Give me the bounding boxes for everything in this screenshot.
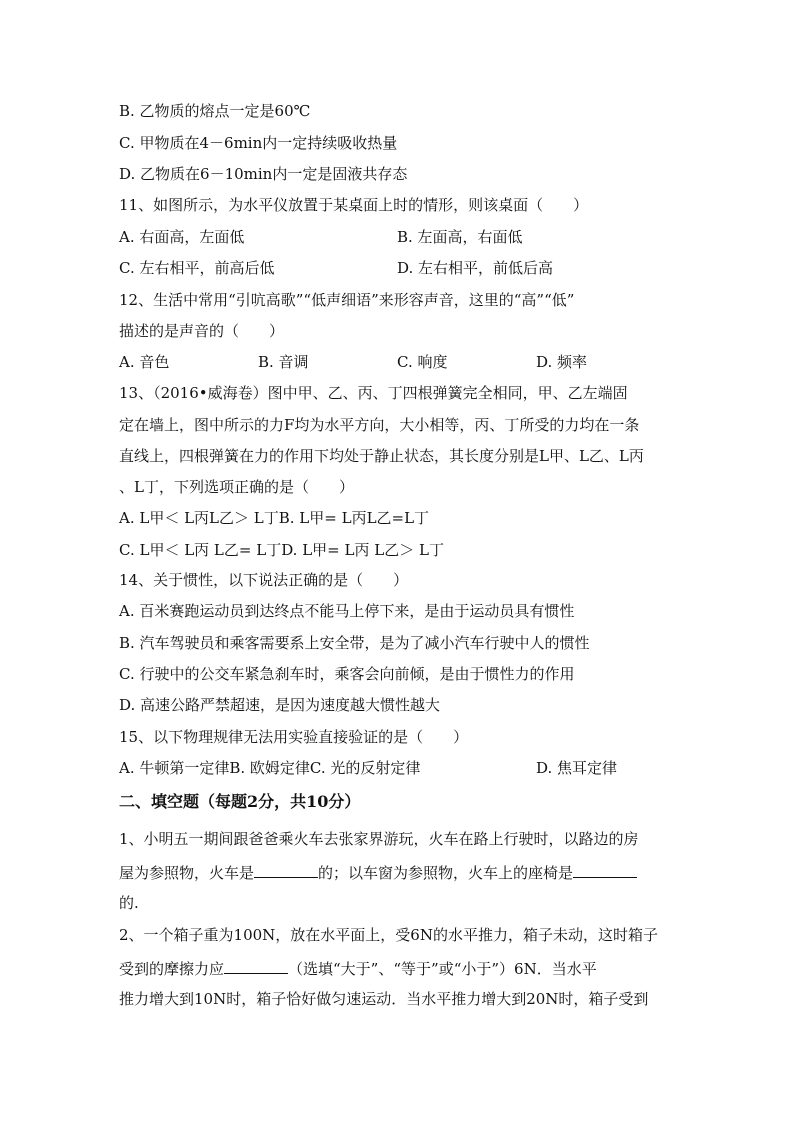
q13-options-cd: C. L甲＜ L丙 L乙= L丁D. L甲= L丙 L乙＞ L丁 <box>119 541 444 559</box>
fill1-line2 <box>119 861 637 883</box>
q15-options-abc: A. 牛顿第一定律B. 欧姆定律C. 光的反射定律 <box>119 759 421 777</box>
q11-option-a: A. 右面高，左面低 <box>119 228 245 246</box>
fill1-text-b: 的；以车窗为参照物，火车上的座椅是 <box>318 864 574 882</box>
fill1-line1: 1、小明五一期间跟爸爸乘火车去张家界游玩，火车在路上行驶时，以路边的房 <box>119 830 639 848</box>
q13-stem-line2: 定在墙上，图中所示的力F均为水平方向，大小相等，丙、丁所受的力均在一条 <box>119 416 640 434</box>
q14-stem: 14、关于惯性，以下说法正确的是（ ） <box>119 571 409 589</box>
q13-stem-line1: 13、（2016•威海卷）图中甲、乙、丙、丁四根弹簧完全相同，甲、乙左端固 <box>119 384 628 402</box>
q11-option-d: D. 左右相平，前低后高 <box>397 259 554 277</box>
section-heading-fill-in: 二、填空题（每题2分，共10分） <box>119 792 361 811</box>
q14-option-d: D. 高速公路严禁超速，是因为速度越大惯性越大 <box>119 696 441 714</box>
q13-stem-line3: 直线上，四根弹簧在力的作用下均处于静止状态，其长度分别是L甲、L乙、L丙 <box>119 447 644 465</box>
q12-stem-line2: 描述的是声音的（ ） <box>119 322 285 340</box>
q13-stem-line4: 、L丁，下列选项正确的是（ ） <box>119 478 354 496</box>
fill1-text-a: 屋为参照物，火车是 <box>119 864 255 882</box>
q10-option-c: C. 甲物质在4－6min内一定持续吸收热量 <box>119 134 398 152</box>
q12-option-a: A. 音色 <box>119 353 170 371</box>
q15-option-d: D. 焦耳定律 <box>536 759 618 777</box>
q14-option-c: C. 行驶中的公交车紧急刹车时，乘客会向前倾，是由于惯性力的作用 <box>119 665 575 683</box>
fill2-blank-1[interactable] <box>224 957 288 974</box>
fill1-line3: 的. <box>119 894 139 912</box>
q14-option-b: B. 汽车驾驶员和乘客需要系上安全带，是为了减小汽车行驶中人的惯性 <box>119 634 590 652</box>
fill2-text-b: （选填“大于”、“等于”或“小于”）6N．当水平 <box>288 960 597 978</box>
q10-option-b: B. 乙物质的熔点一定是60℃ <box>119 102 311 120</box>
q12-option-b: B. 音调 <box>258 353 309 371</box>
q15-stem: 15、以下物理规律无法用实验直接验证的是（ ） <box>119 728 469 746</box>
fill2-text-a: 受到的摩擦力应 <box>119 960 225 978</box>
fill1-blank-2[interactable] <box>573 861 637 878</box>
q14-option-a: A. 百米赛跑运动员到达终点不能马上停下来，是由于运动员具有惯性 <box>119 602 575 620</box>
q13-options-ab: A. L甲＜ L丙L乙＞ L丁B. L甲= L丙L乙=L丁 <box>119 509 430 527</box>
fill2-line2 <box>119 957 597 979</box>
q12-option-d: D. 频率 <box>536 353 588 371</box>
q11-stem: 11、如图所示，为水平仪放置于某桌面上时的情形，则该桌面（ ） <box>119 196 589 214</box>
q11-option-b: B. 左面高，右面低 <box>397 228 523 246</box>
q12-option-c: C. 响度 <box>397 353 448 371</box>
fill1-blank-1[interactable] <box>254 861 318 878</box>
fill2-line1: 2、一个箱子重为100N，放在水平面上，受6N的水平推力，箱子未动，这时箱子 <box>119 926 658 944</box>
fill2-line3: 推力增大到10N时，箱子恰好做匀速运动．当水平推力增大到20N时，箱子受到 <box>119 990 649 1008</box>
q12-stem-line1: 12、生活中常用“引吭高歌”“低声细语”来形容声音，这里的“高”“低” <box>119 291 575 309</box>
q10-option-d: D. 乙物质在6－10min内一定是固液共存态 <box>119 165 408 183</box>
q11-option-c: C. 左右相平，前高后低 <box>119 259 275 277</box>
